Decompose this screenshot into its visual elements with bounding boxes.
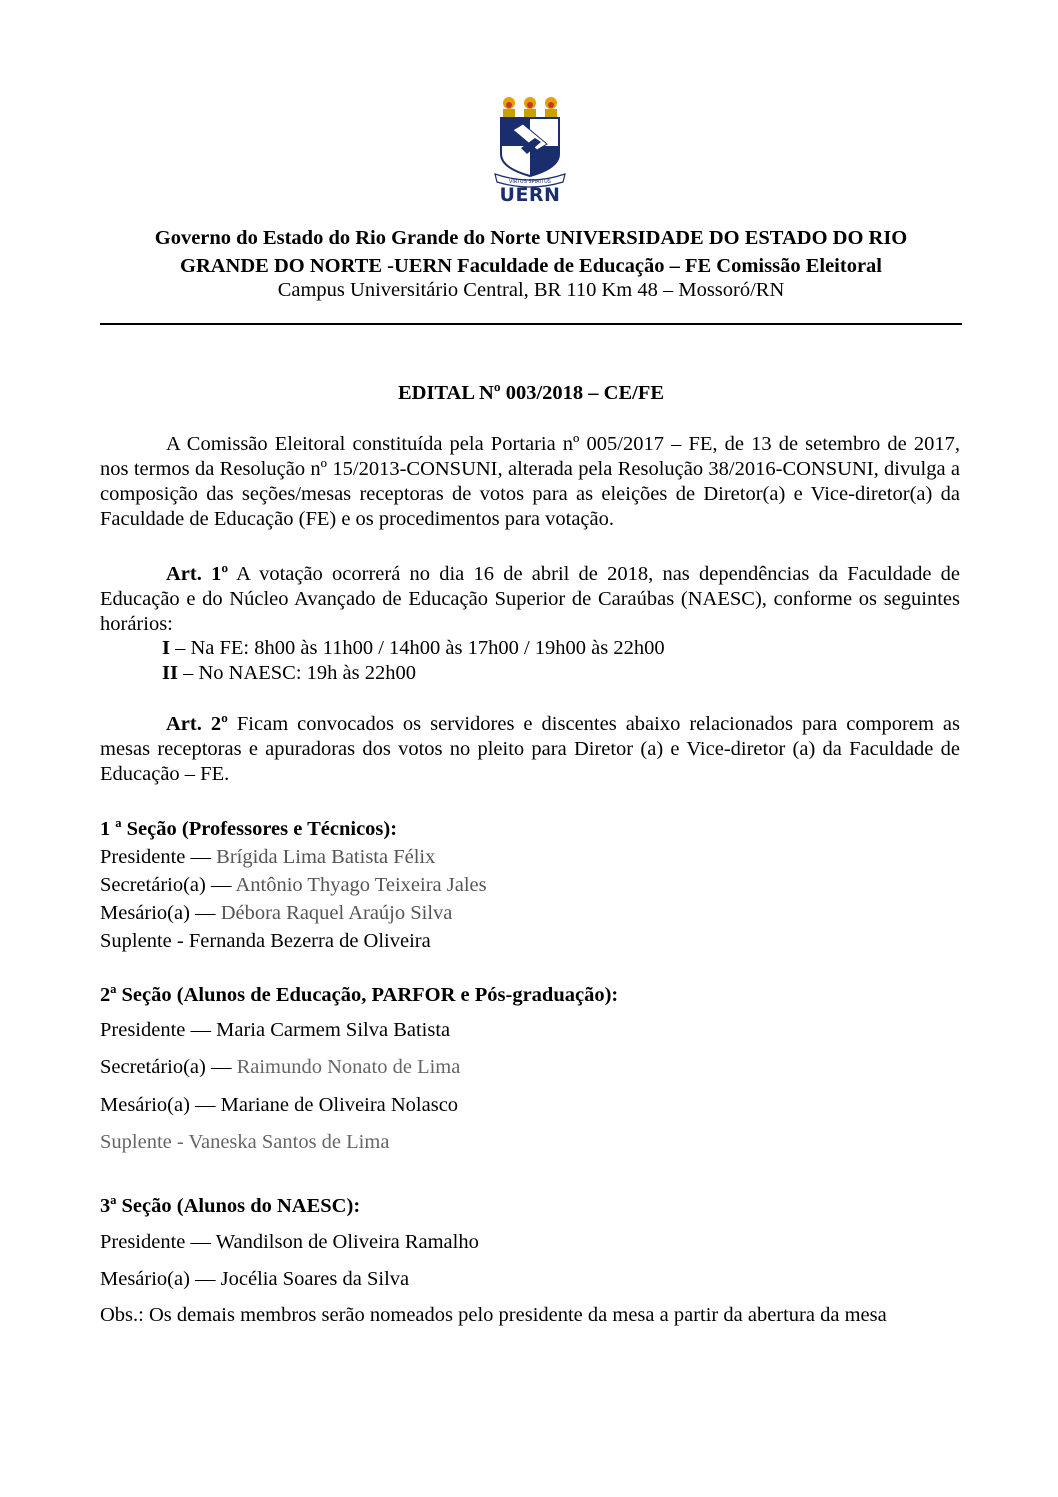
section-1-title bbox=[100, 818, 397, 841]
schedule-item-1 bbox=[162, 637, 665, 660]
edital-title: EDITAL Nº 003/2018 – CE/FE bbox=[397, 382, 665, 404]
article-1-label: Art. 1º bbox=[166, 563, 229, 585]
schedule-item-2 bbox=[162, 662, 416, 685]
section-1-secretario bbox=[100, 874, 487, 897]
header-line-2: GRANDE DO NORTE -UERN Faculdade de Educação – FE Comissão Eleitoral bbox=[180, 255, 882, 277]
header-line-1: Governo do Estado do Rio Grande do Norte UNIVERSIDADE DO ESTADO DO RIO bbox=[154, 227, 908, 249]
header-divider bbox=[100, 323, 962, 325]
schedule-item-1-text: – Na FE: 8h00 às 11h00 / 14h00 às 17h00 / 19h00 às 22h00 bbox=[169, 637, 665, 659]
intro-paragraph: A Comissão Eleitoral constituída pela Portaria nº 005/2017 – FE, de 13 de setembro de 2017, nos termos da Resolução nº 15/2013-CONSUNI, alterada pela Resolução 38/2016-CONSUNI, divulga a composição das seções/mesas receptoras de votos para as eleições de Diretor(a) e Vice-diretor(a) da Faculdade de Educação (FE) e os procedimentos para votação. bbox=[100, 433, 960, 530]
article-2-label: Art. 2º bbox=[166, 713, 228, 735]
logo-wordmark: UERN bbox=[499, 184, 561, 206]
section-1-mesario bbox=[100, 902, 452, 925]
section-1-suplente: Suplente - Fernanda Bezerra de Oliveira bbox=[100, 930, 431, 952]
role-label: Secretário(a) — bbox=[100, 874, 236, 896]
schedule-item-2-text: – No NAESC: 19h às 22h00 bbox=[177, 662, 417, 684]
section-3-title-text: 3ª Seção (Alunos do NAESC): bbox=[100, 1195, 361, 1217]
member-name: Débora Raquel Araújo Silva bbox=[220, 902, 453, 924]
member-name: Antônio Thyago Teixeira Jales bbox=[235, 874, 487, 896]
section-2-secretario bbox=[100, 1056, 460, 1079]
section-2-title-text: 2ª Seção (Alunos de Educação, PARFOR e Pós-graduação): bbox=[100, 984, 619, 1006]
schedule-item-1-number: I bbox=[162, 637, 170, 659]
section-2-suplente: Suplente - Vaneska Santos de Lima bbox=[100, 1131, 390, 1153]
section-2-title bbox=[100, 984, 618, 1007]
schedule-item-2-number: II bbox=[162, 662, 178, 684]
section-1-presidente bbox=[100, 846, 435, 869]
role-label: Presidente — bbox=[100, 846, 217, 868]
article-2-text: Ficam convocados os servidores e discentes abaixo relacionados para comporem as mesas receptoras e apuradoras dos votos no pleito para Diretor (a) e Vice-diretor (a) da Faculdade de Educação – FE. bbox=[100, 713, 960, 785]
section-3-title bbox=[100, 1195, 360, 1218]
uern-logo bbox=[491, 96, 569, 196]
article-1 bbox=[100, 562, 960, 637]
member-name: Raimundo Nonato de Lima bbox=[236, 1056, 461, 1078]
section-1-title-text: 1 ª Seção (Professores e Técnicos): bbox=[100, 818, 398, 840]
section-3-presidente: Presidente — Wandilson de Oliveira Ramalho bbox=[100, 1231, 479, 1253]
header-institution bbox=[100, 224, 962, 280]
member-name: Brígida Lima Batista Félix bbox=[216, 846, 436, 868]
header-address: Campus Universitário Central, BR 110 Km 48 – Mossoró/RN bbox=[277, 279, 785, 301]
article-1-text: A votação ocorrerá no dia 16 de abril de 2018, nas dependências da Faculdade de Educação e do Núcleo Avançado de Educação Superior de Caraúbas (NAESC), conforme os seguintes horários: bbox=[100, 563, 960, 635]
section-2-presidente: Presidente — Maria Carmem Silva Batista bbox=[100, 1019, 451, 1041]
role-label: Secretário(a) — bbox=[100, 1056, 237, 1078]
section-2-mesario: Mesário(a) — Mariane de Oliveira Nolasco bbox=[100, 1094, 459, 1116]
role-label: Mesário(a) — bbox=[100, 902, 221, 924]
section-3-mesario: Mesário(a) — Jocélia Soares da Silva bbox=[100, 1268, 410, 1290]
article-2 bbox=[100, 712, 960, 787]
logo-motto: VIRTUS SPIRITUS bbox=[509, 179, 551, 185]
section-3-observation: Obs.: Os demais membros serão nomeados pelo presidente da mesa a partir da abertura da mesa bbox=[100, 1304, 887, 1326]
